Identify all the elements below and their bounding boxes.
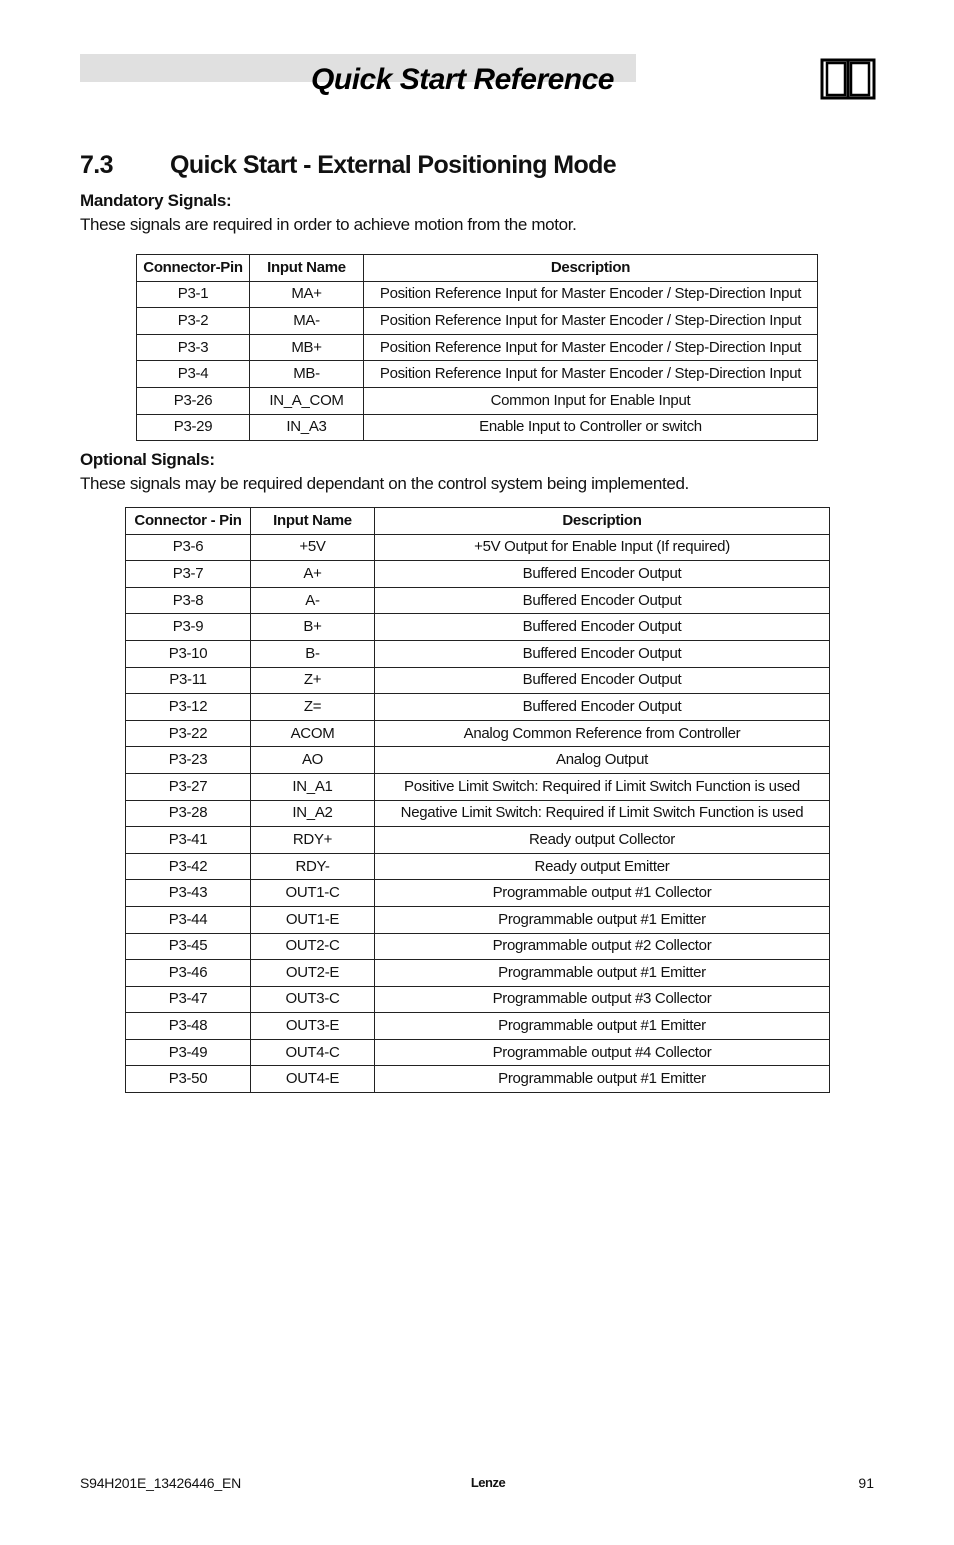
column-header: Connector - Pin	[126, 508, 251, 535]
table-row	[137, 281, 818, 308]
table-row	[126, 827, 830, 854]
description-cell: Enable Input to Controller or switch	[364, 414, 818, 441]
table-row	[126, 1039, 830, 1066]
connector-pin-cell: P3-1	[137, 281, 250, 308]
description-cell: Ready output Emitter	[375, 853, 830, 880]
description-cell: Positive Limit Switch: Required if Limit Switch Function is used	[375, 773, 830, 800]
description-cell: Analog Output	[375, 747, 830, 774]
description-cell: Position Reference Input for Master Encoder / Step-Direction Input	[364, 308, 818, 335]
description-cell: Buffered Encoder Output	[375, 667, 830, 694]
input-name-cell: B+	[251, 614, 375, 641]
table-row	[126, 561, 830, 588]
section-title: Quick Start - External Positioning Mode	[170, 151, 617, 179]
column-header: Connector-Pin	[137, 255, 250, 282]
table-row	[126, 906, 830, 933]
input-name-cell: MB-	[250, 361, 364, 388]
section-number: 7.3	[80, 151, 113, 179]
table-row	[126, 587, 830, 614]
table-row	[126, 933, 830, 960]
connector-pin-cell: P3-6	[126, 534, 251, 561]
connector-pin-cell: P3-28	[126, 800, 251, 827]
description-cell: Analog Common Reference from Controller	[375, 720, 830, 747]
connector-pin-cell: P3-10	[126, 640, 251, 667]
input-name-cell: OUT4-E	[251, 1066, 375, 1093]
connector-pin-cell: P3-48	[126, 1013, 251, 1040]
description-cell: Buffered Encoder Output	[375, 561, 830, 588]
mandatory-signals-table	[136, 254, 818, 441]
input-name-cell: ACOM	[251, 720, 375, 747]
table-row	[126, 800, 830, 827]
input-name-cell: IN_A2	[251, 800, 375, 827]
input-name-cell: OUT3-C	[251, 986, 375, 1013]
table-header-row	[126, 508, 830, 535]
description-cell: Buffered Encoder Output	[375, 587, 830, 614]
connector-pin-cell: P3-27	[126, 773, 251, 800]
footer-document-id: S94H201E_13426446_EN	[80, 1475, 242, 1491]
section-heading	[80, 148, 616, 182]
table-row	[137, 334, 818, 361]
table-header-row	[137, 255, 818, 282]
description-cell: Position Reference Input for Master Encoder / Step-Direction Input	[364, 361, 818, 388]
input-name-cell: OUT1-E	[251, 906, 375, 933]
input-name-cell: IN_A3	[250, 414, 364, 441]
input-name-cell: OUT2-E	[251, 960, 375, 987]
footer-page-number: 91	[858, 1475, 874, 1491]
input-name-cell: +5V	[251, 534, 375, 561]
connector-pin-cell: P3-29	[137, 414, 250, 441]
input-name-cell: MA-	[250, 308, 364, 335]
connector-pin-cell: P3-8	[126, 587, 251, 614]
input-name-cell: RDY-	[251, 853, 375, 880]
connector-pin-cell: P3-43	[126, 880, 251, 907]
table-row	[126, 853, 830, 880]
table-row	[137, 361, 818, 388]
table-row	[137, 308, 818, 335]
input-name-cell: AO	[251, 747, 375, 774]
table-row	[126, 1066, 830, 1093]
connector-pin-cell: P3-11	[126, 667, 251, 694]
connector-pin-cell: P3-9	[126, 614, 251, 641]
description-cell: Programmable output #3 Collector	[375, 986, 830, 1013]
column-header: Description	[364, 255, 818, 282]
description-cell: Negative Limit Switch: Required if Limit Switch Function is used	[375, 800, 830, 827]
input-name-cell: OUT1-C	[251, 880, 375, 907]
input-name-cell: OUT3-E	[251, 1013, 375, 1040]
page-header-title: Quick Start Reference	[311, 63, 614, 96]
description-cell: Position Reference Input for Master Encoder / Step-Direction Input	[364, 281, 818, 308]
input-name-cell: IN_A1	[251, 773, 375, 800]
description-cell: Programmable output #1 Collector	[375, 880, 830, 907]
description-cell: Buffered Encoder Output	[375, 640, 830, 667]
description-cell: Programmable output #1 Emitter	[375, 960, 830, 987]
input-name-cell: B-	[251, 640, 375, 667]
mandatory-signals-label: Mandatory Signals:	[80, 191, 232, 210]
input-name-cell: OUT4-C	[251, 1039, 375, 1066]
table-row	[126, 720, 830, 747]
description-cell: Programmable output #1 Emitter	[375, 1013, 830, 1040]
description-cell: Common Input for Enable Input	[364, 387, 818, 414]
connector-pin-cell: P3-49	[126, 1039, 251, 1066]
description-cell: Programmable output #1 Emitter	[375, 1066, 830, 1093]
connector-pin-cell: P3-12	[126, 694, 251, 721]
table-row	[126, 773, 830, 800]
description-cell: Ready output Collector	[375, 827, 830, 854]
connector-pin-cell: P3-46	[126, 960, 251, 987]
connector-pin-cell: P3-44	[126, 906, 251, 933]
input-name-cell: RDY+	[251, 827, 375, 854]
optional-signals-label: Optional Signals:	[80, 450, 215, 469]
column-header: Input Name	[251, 508, 375, 535]
table-row	[126, 640, 830, 667]
table-row	[126, 694, 830, 721]
input-name-cell: MA+	[250, 281, 364, 308]
connector-pin-cell: P3-41	[126, 827, 251, 854]
input-name-cell: MB+	[250, 334, 364, 361]
connector-pin-cell: P3-50	[126, 1066, 251, 1093]
optional-signals-table	[125, 507, 830, 1093]
footer-brand: Lenze	[470, 1475, 506, 1490]
description-cell: Programmable output #2 Collector	[375, 933, 830, 960]
table-row	[137, 414, 818, 441]
connector-pin-cell: P3-42	[126, 853, 251, 880]
connector-pin-cell: P3-7	[126, 561, 251, 588]
connector-pin-cell: P3-26	[137, 387, 250, 414]
table-row	[126, 1013, 830, 1040]
connector-pin-cell: P3-22	[126, 720, 251, 747]
input-name-cell: IN_A_COM	[250, 387, 364, 414]
column-header: Description	[375, 508, 830, 535]
connector-pin-cell: P3-4	[137, 361, 250, 388]
connector-pin-cell: P3-23	[126, 747, 251, 774]
table-row	[137, 387, 818, 414]
table-row	[126, 667, 830, 694]
connector-pin-cell: P3-3	[137, 334, 250, 361]
connector-pin-cell: P3-47	[126, 986, 251, 1013]
description-cell: Programmable output #1 Emitter	[375, 906, 830, 933]
description-cell: +5V Output for Enable Input (If required)	[375, 534, 830, 561]
column-header: Input Name	[250, 255, 364, 282]
input-name-cell: A+	[251, 561, 375, 588]
input-name-cell: Z=	[251, 694, 375, 721]
input-name-cell: OUT2-C	[251, 933, 375, 960]
input-name-cell: A-	[251, 587, 375, 614]
table-row	[126, 614, 830, 641]
book-icon	[820, 58, 876, 100]
connector-pin-cell: P3-45	[126, 933, 251, 960]
description-cell: Buffered Encoder Output	[375, 614, 830, 641]
optional-signals-description: These signals may be required dependant on the control system being implemented.	[80, 474, 689, 493]
description-cell: Buffered Encoder Output	[375, 694, 830, 721]
connector-pin-cell: P3-2	[137, 308, 250, 335]
table-row	[126, 747, 830, 774]
table-row	[126, 986, 830, 1013]
description-cell: Position Reference Input for Master Encoder / Step-Direction Input	[364, 334, 818, 361]
description-cell: Programmable output #4 Collector	[375, 1039, 830, 1066]
input-name-cell: Z+	[251, 667, 375, 694]
mandatory-signals-description: These signals are required in order to achieve motion from the motor.	[80, 215, 577, 234]
table-row	[126, 880, 830, 907]
table-row	[126, 960, 830, 987]
table-row	[126, 534, 830, 561]
